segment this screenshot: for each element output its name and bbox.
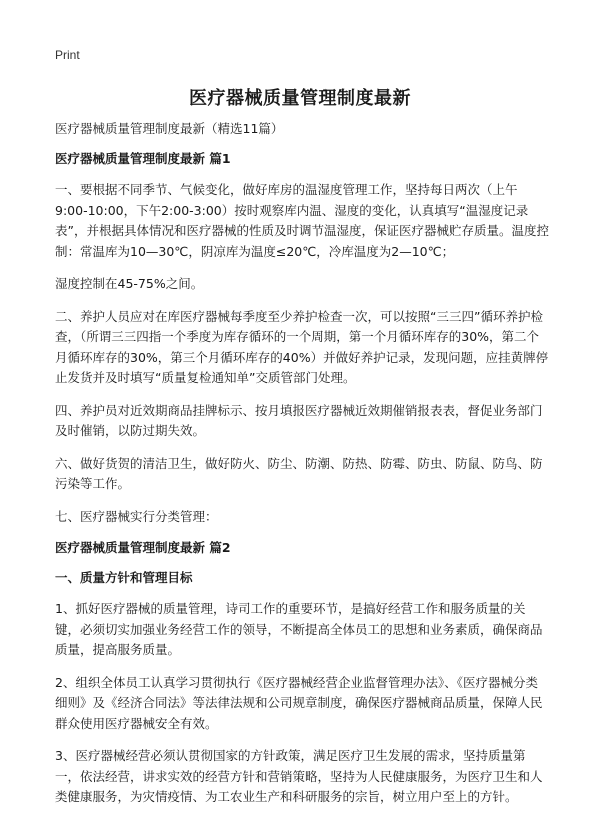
paragraph: 2、组织全体员工认真学习贯彻执行《医疗器械经营企业监督管理办法》、《医疗器械分类细则》及《经济合同法》等法律法规和公司规章制度，确保医疗器械商品质量，保障人民群众使用医疗器械安全有效。 [55,674,543,731]
paragraph: 3、医疗器械经营必须认贯彻国家的方针政策，满足医疗卫生发展的需求，坚持质量第一，依法经营，讲求实效的经营方针和营销策略，坚持为人民健康服务，为医疗卫生和人类健康服务，为灾情疫情、为工农业生产和科研服务的宗旨，树立用户至上的方针。 [55,748,543,804]
section-1-heading: 医疗器械质量管理制度最新 篇1 [55,151,231,166]
document-subtitle: 医疗器械质量管理制度最新（精选11篇） [55,121,284,136]
print-label: Print [55,48,80,62]
document-body [55,120,549,820]
section-2-heading: 医疗器械质量管理制度最新 篇2 [55,540,231,555]
paragraph: 七、医疗器械实行分类管理： [55,508,218,524]
paragraph: 二、养护人员应对在库医疗器械每季度至少养护检查一次，可以按照“三三四”循环养护检查，（所谓三三四指一个季度为库存循环的一个周期，第一个月循环库存的30%，第二个月循环库存的30%，第三个月循环库存的40%）并做好养护记录，发现问题，应挂黄牌停止发货并及时填写“质量复检通知单”交质管部门处理。 [55,308,549,385]
paragraph: 1、抓好医疗器械的质量管理，诗司工作的重要环节，是搞好经营工作和服务质量的关键，必须切实加强业务经营工作的领导，不断提高全体员工的思想和业务素质，确保商品质量，提高服务质量。 [55,601,543,657]
section-2-subheading: 一、质量方针和管理目标 [55,570,193,585]
paragraph: 四、养护员对近效期商品挂牌标示、按月填报医疗器械近效期催销报表表，督促业务部门及时催销，以防过期失效。 [55,402,543,438]
paragraph: 湿度控制在45-75%之间。 [55,276,204,291]
paragraph: 六、做好货贺的清洁卫生，做好防火、防尘、防潮、防热、防霉、防虫、防鼠、防鸟、防污染等工作。 [55,455,543,491]
paragraph: 一、要根据不同季节、气候变化，做好库房的温湿度管理工作，坚持每日两次（上午9:00-10:00，下午2:00-3:00）按时观察库内温、湿度的变化，认真填写“温湿度记录表”，并根据具体情况和医疗器械的性质及时调节温湿度，保证医疗器械贮存质量。温度控制：常温库为10—30℃，阴凉库为温度≤20℃，冷库温度为2—10℃； [55,182,549,259]
page-title: 医疗器械质量管理制度最新 [189,88,411,109]
